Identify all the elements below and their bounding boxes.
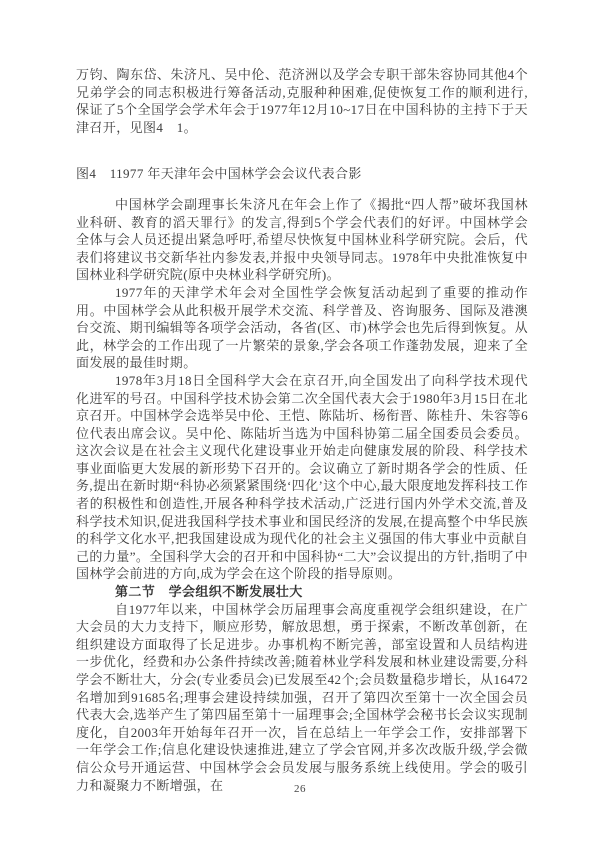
paragraph: 1977年的天津学术年会对全国性学会恢复活动起到了重要的推动作用。中国林学会从此积极开展学术交流、科学普及、咨询服务、国际及港澳台交流、期刊编辑等各项学会活动，各省(区、市)林学会也先后得到恢复。从此，林学会的工作出现了一片繁荣的景象,学会各项工作蓬勃发展，迎来了全面发展的最佳时期。 [76, 284, 528, 371]
paragraph-continued-from-previous-page: 万钧、陶东岱、朱济凡、吴中伦、范济洲以及学会专职干部朱容协同其他4个兄弟学会的同志积极进行筹备活动,克服种种困难,促使恢复工作的顺利进行,保证了5个全国学会学术年会于1977年12月10~17日在中国科协的主持下于天津召开，见图4 1。 [76, 67, 528, 135]
page-number: 26 [294, 783, 306, 795]
figure-caption: 图4 11977 年天津年会中国林学会会议代表合影 [76, 166, 362, 182]
section-heading: 第二节 学会组织不断发展壮大 [115, 584, 303, 600]
text-column [76, 66, 528, 794]
paragraph: 中国林学会副理事长朱济凡在年会上作了《揭批“四人帮”破坏我国林业科研、教育的滔天罪行》的发言,得到5个学会代表们的好评。中国林学会全体与会人员还提出紧急呼吁,希望尽快恢复中国林业科学研究院。会后，代表们将建议书交新华社内参发表,并报中央领导同志。1978年中央批准恢复中国林业科学研究院(原中央林业科学研究所)。 [76, 196, 528, 283]
paragraph: 自1977年以来，中国林学会历届理事会高度重视学会组织建设，在广大会员的大力支持下，顺应形势，解放思想，勇于探索，不断改革创新，在组织建设方面取得了长足进步。办事机构不断完善，部室设置和人员结构进一步优化，经费和办公条件持续改善;随着林业学科发展和林业建设需要,分科学会不断壮大，分会(专业委员会)已发展至42个;会员数量稳步增长，从16472名增加到91685名;理事会建设持续加强，召开了第四次至第十一次全国会员代表大会,选举产生了第四届至第十一届理事会;全国林学会秘书长会议实现制度化，自2003年开始每年召开一次，旨在总结上一年学会工作，安排部署下一年学会工作;信息化建设快速推进,建立了学会官网,并多次改版升级,学会微信公众号开通运营、中国林学会会员发展与服务系统上线使用。学会的吸引力和凝聚力不断增强，在 [76, 601, 528, 793]
paragraph: 1978年3月18日全国科学大会在京召开,向全国发出了向科学技术现代化进军的号召。中国科学技术协会第二次全国代表大会于1980年3月15日在北京召开。中国林学会选举吴中伦、王恺、陈陆圻、杨衔晋、陈桂升、朱容等6位代表出席会议。吴中伦、陈陆圻当选为中国科协第二届全国委员会委员。这次会议是在社会主义现代化建设事业开始走向健康发展的阶段、科学技术事业面临更大发展的新形势下召开的。会议确立了新时期各学会的性质、任务,提出在新时期“科协必须紧紧围绕‘四化’这个中心,最大限度地发挥科技工作者的积极性和创造性,开展各种科学技术活动,广泛进行国内外学术交流,普及科学技术知识,促进我国科学技术事业和国民经济的发展,在提高整个中华民族的科学文化水平,把我国建设成为现代化的社会主义强国的伟大事业中贡献自己的力量”。全国科学大会的召开和中国科协“二大”会议提出的方针,指明了中国林学会前进的方向,成为学会在这个阶段的指导原则。 [76, 372, 528, 582]
